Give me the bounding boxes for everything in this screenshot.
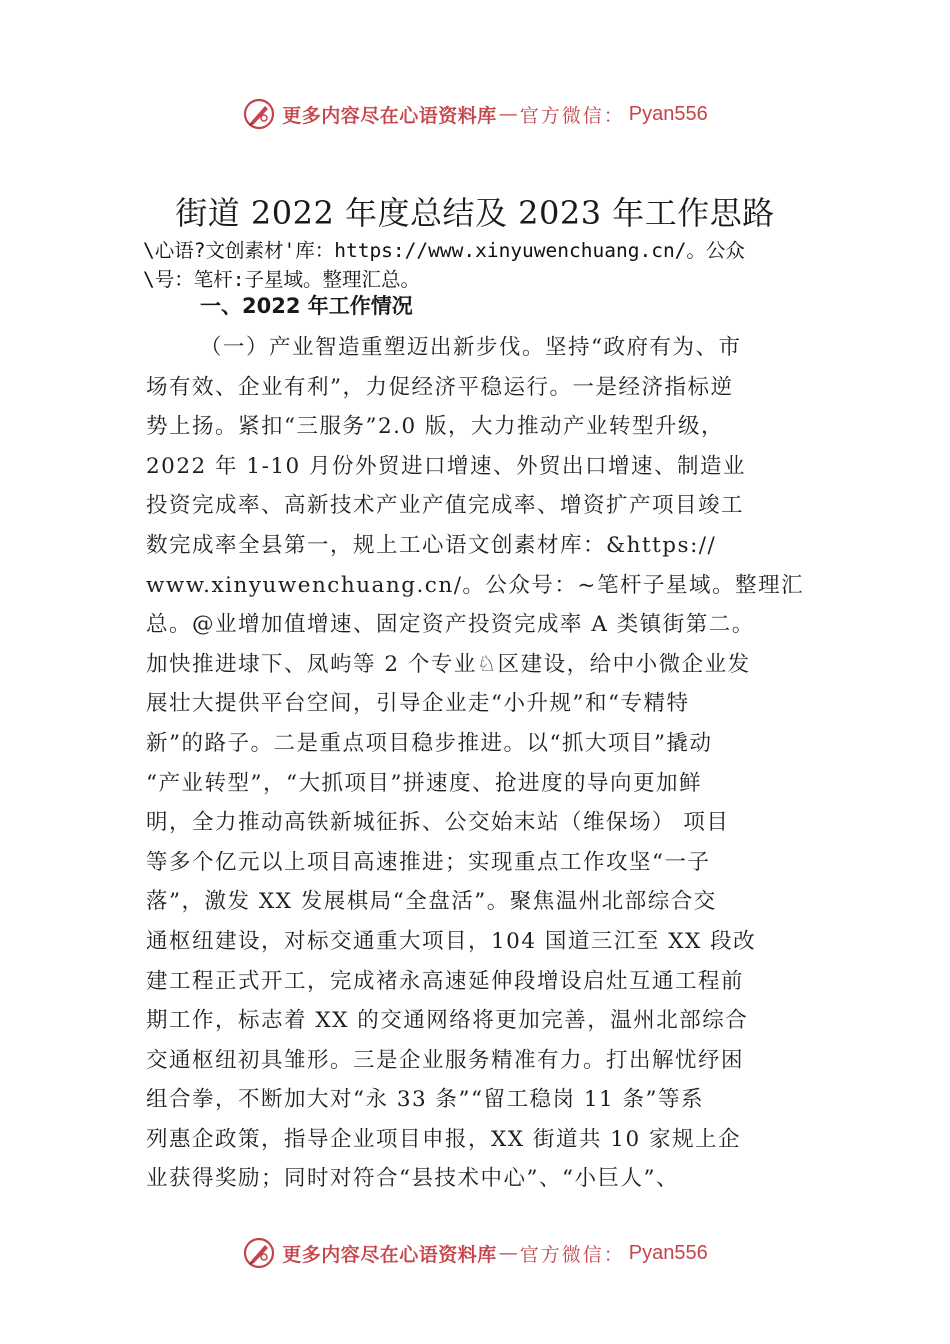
banner-main-text: 更多内容尽在心语资料库 [282,104,497,127]
banner-dash: — [498,103,518,125]
footer-banner [0,1233,950,1273]
paragraph-line: 落”，激发 XX 发展棋局“全盘活”。聚焦温州北部综合交 [146,889,717,915]
pen-logo-icon [242,1236,276,1270]
paragraph-line: 展壮大提供平台空间，引导企业走“小升规”和“专精特 [146,691,690,717]
paragraph-line: （一）产业智造重塑迈出新步伐。坚持“政府有为、市 [200,335,742,360]
section-heading: 一、2022 年工作情况 [200,294,413,318]
banner-wechat-id: Pyan556 [628,1241,708,1264]
notice-line: \号：笔杆:子星域。整理汇总。 [143,268,420,291]
paragraph-line: 2022 年 1-10 月份外贸进口增速、外贸出口增速、制造业 [146,453,747,479]
paragraph-line: 等多个亿元以上项目高速推进；实现重点工作攻坚“一子 [146,849,711,875]
paragraph-line: 总。@业增加值增速、固定资产投资完成率 A 类镇街第二。 [146,612,755,638]
banner-wechat-label: 官方微信： [519,104,625,127]
paragraph-line: 期工作，标志着 XX 的交通网络将更加完善，温州北部综合 [146,1008,749,1034]
pen-logo-icon [242,97,276,131]
paragraph-line: 组合拳，不断加大对“永 33 条”“留工稳岗 11 条”等系 [146,1087,705,1113]
banner-wechat-label: 官方微信： [519,1243,625,1266]
paragraph-line: 业获得奖励；同时对符合“县技术中心”、“小巨人”、 [146,1166,679,1192]
banner-wechat-id: Pyan556 [628,102,708,125]
paragraph-line: 势上扬。紧扣“三服务”2.0 版，大力推动产业转型升级， [146,414,725,440]
paragraph-line: 加快推进埭下、凤屿等 2 个专业♘区建设，给中小微企业发 [146,651,751,677]
banner-dash: — [498,1242,518,1264]
paragraph-line: 建工程正式开工，完成褚永高速延伸段增设启灶互通工程前 [146,968,745,994]
paragraph-line: “产业转型”，“大抓项目”拼速度、抢进度的导向更加鲜 [146,770,702,796]
source-notice [143,236,853,294]
header-banner [0,94,950,134]
document-title: 街道 2022 年度总结及 2023 年工作思路 [175,194,775,232]
paragraph-line: 交通枢纽初具雏形。三是企业服务精准有力。打出解忧纾困 [146,1047,745,1073]
paragraph-line: 投资完成率、高新技术产业产值完成率、增资扩产项目竣工 [146,493,745,519]
banner-main-text: 更多内容尽在心语资料库 [282,1243,497,1266]
paragraph-line: 通枢纽建设，对标交通重大项目，104 国道三江至 XX 段改 [146,928,757,954]
paragraph-line: 明，全力推动高铁新城征拆、公交始末站（维保场） 项目 [146,810,730,836]
notice-line: \心语?文创素材'库：https://www.xinyuwenchuang.cn/。公众 [143,239,745,262]
paragraph-line: www.xinyuwenchuang.cn/。公众号：~笔杆子星域。整理汇 [146,572,804,598]
body-paragraph [146,328,846,1199]
paragraph-line: 场有效、企业有利”，力促经济平稳运行。一是经济指标逆 [146,374,734,400]
paragraph-line: 新”的路子。二是重点项目稳步推进。以“抓大项目”撬动 [146,730,713,756]
paragraph-line: 数完成率全县第一，规上工心语文创素材库：&https:// [146,532,717,558]
paragraph-line: 列惠企政策，指导企业项目申报，XX 街道共 10 家规上企 [146,1126,741,1152]
